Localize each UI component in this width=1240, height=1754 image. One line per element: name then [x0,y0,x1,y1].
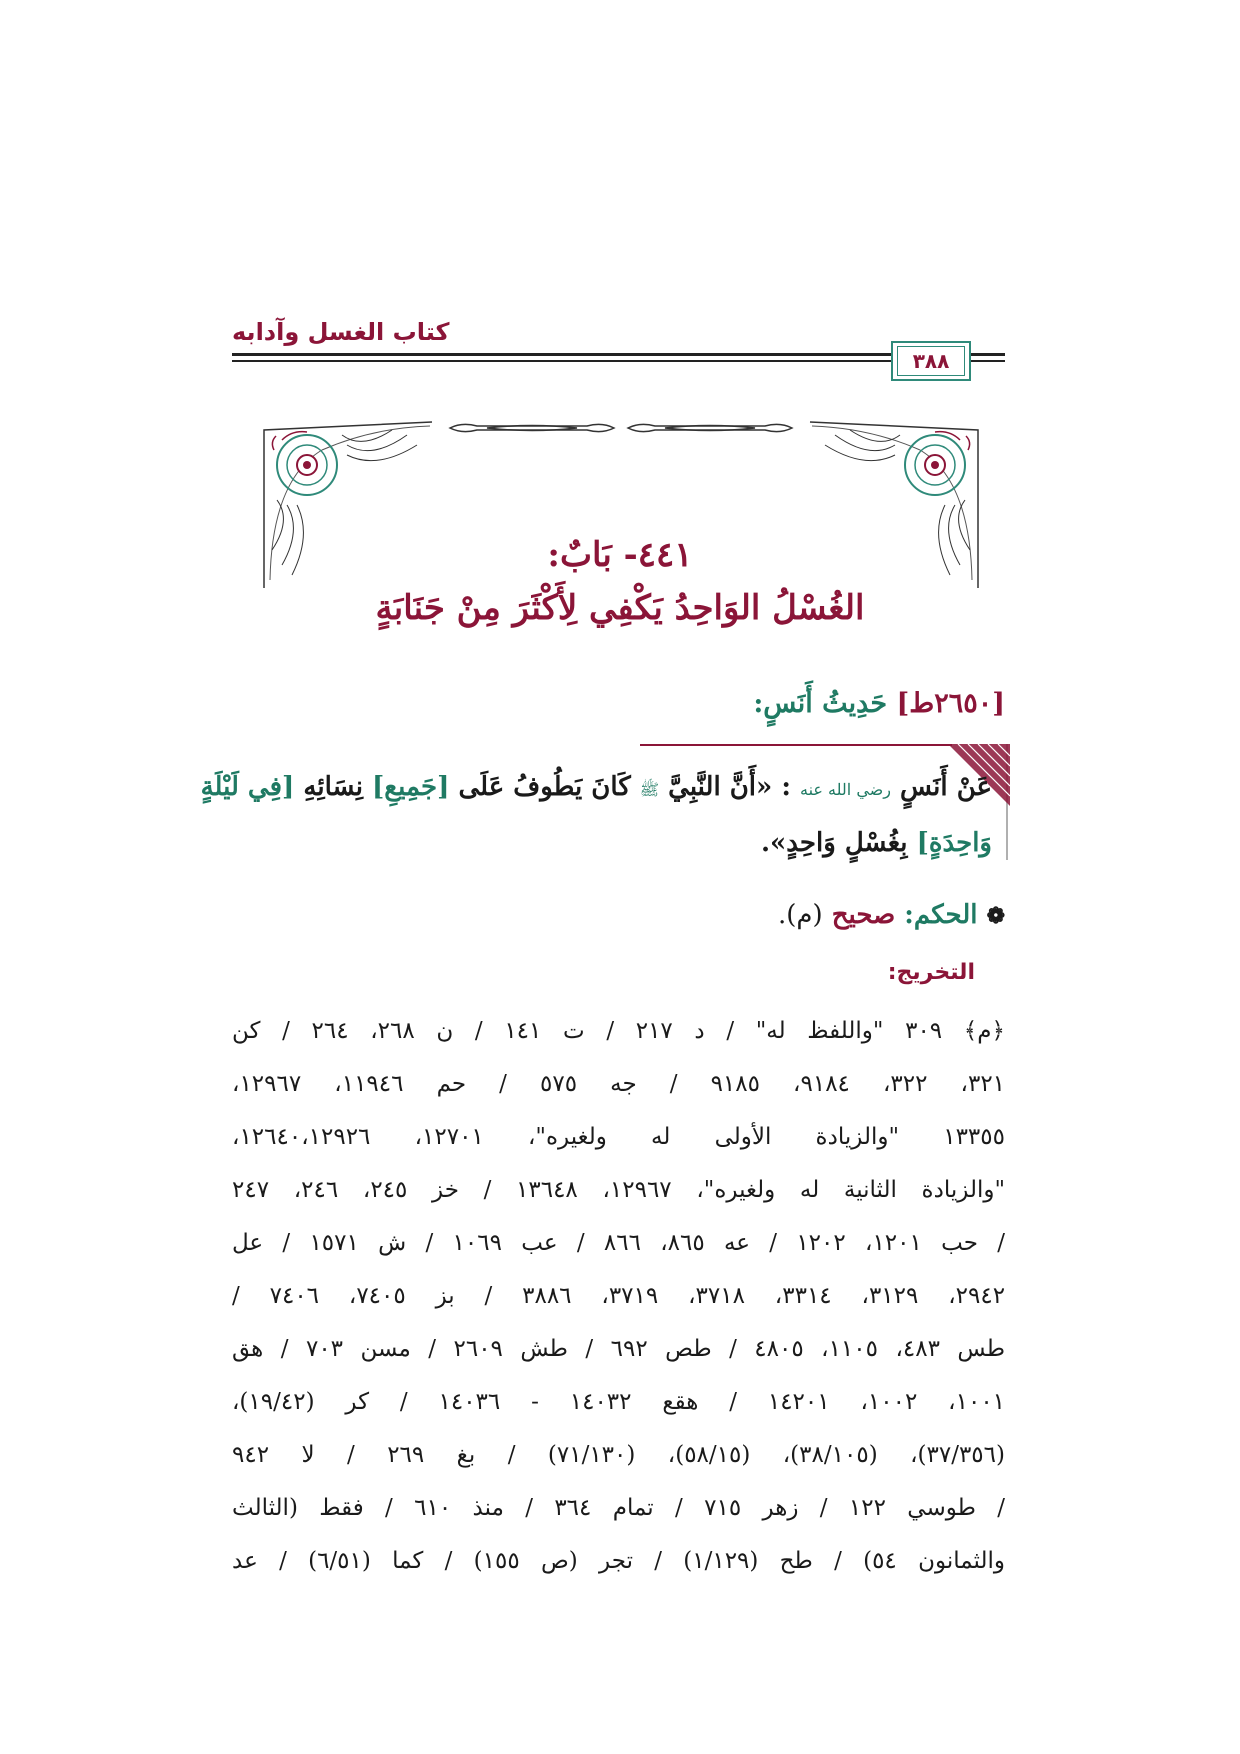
scroll-ornament-right [628,424,792,431]
hukm-label: الحكم: [904,900,978,930]
hadith-narrator: عَنْ أَنَسٍ [900,772,992,802]
page-number-box [891,341,971,381]
hadith-text-part: نِسَائِهِ [303,772,363,802]
hadith-text-line-2 [500,828,992,858]
hadith-heading [600,688,1005,719]
takhrij-line: (٣٧/٣٥٦)، (٣٨/١٠٥)، (٥٨/١٥)، (٧١/١٣٠) / بغ ٢٦٩ / لا ٩٤٢ [232,1442,1006,1468]
takhrij-line: والثمانون ٥٤) / طح (١/١٢٩) / تجر (ص ١٥٥) / كما (٦/٥١) / عد [232,1548,1005,1574]
hukm-value: صحيح [831,900,896,930]
takhrij-line: ﴿م﴾ ٣٠٩ "واللفظ له" / د ٢١٧ / ت ١٤١ / ن ٢٦٨، ٢٦٤ / كن [232,1018,1005,1044]
takhrij-line: ١٣٣٥٥ "والزيادة الأولى له ولغيره"، ١٢٧٠١، ١٢٦٤٠،١٢٩٢٦، [232,1124,1005,1150]
takhrij-line: / طوسي ١٢٢ / زهر ٧١٥ / تمام ٣٦٤ / منذ ٦١٠ / فقط (الثالث [232,1495,1005,1521]
hadith-text-line-1 [200,772,992,803]
page-number: ٣٨٨ [897,346,965,376]
hadith-ref: [٢٦٥٠ط] [896,688,1005,719]
running-title: كتاب الغسل وآدابه [232,318,450,346]
hadith-addition: وَاحِدَةٍ] [916,828,992,858]
takhrij-line: ٣٢١، ٣٢٢، ٩١٨٤، ٩١٨٥ / جه ٥٧٥ / حم ١١٩٤٦، ١٢٩٦٧، [232,1071,1006,1097]
takhrij-line: ١٠٠١، ١٠٠٢، ١٤٢٠١ / هقع ١٤٠٣٢ - ١٤٠٣٦ / كر (١٩/٤٢)، [232,1389,1006,1415]
header-rule-top [232,353,1005,356]
takhrij-line: طس ٤٨٣، ١١٠٥، ٤٨٠٥ / طص ٦٩٢ / طش ٢٦٠٩ / مسن ٧٠٣ / هق [232,1336,1006,1362]
takhrij-line: ٢٩٤٢، ٣١٢٩، ٣٣١٤، ٣٧١٨، ٣٧١٩، ٣٨٨٦ / بز ٧٤٠٥، ٧٤٠٦ / [232,1283,1006,1309]
chapter-number: ٤٤١- بَابٌ: [547,535,693,575]
hadith-text-part: بِغُسْلٍ وَاحِدٍ». [760,828,908,858]
chapter-title: الغُسْلُ الوَاحِدُ يَكْفِي لِأَكْثَرَ مِنْ جَنَابَةٍ [375,588,865,628]
hadith-text-part: : «أَنَّ النَّبِيَّ [668,772,791,802]
header-rule-bottom [232,360,1005,362]
flower-icon: ❁ [986,903,1005,929]
salawat-glyph: ﷺ [639,780,660,799]
takhrij-label: التخريج: [887,960,975,985]
scroll-ornament-left [450,424,614,431]
quote-rule [640,744,952,746]
hadith-addition: [جَمِيعِ] [372,772,450,802]
hadith-label: حَدِيثُ أَنَسٍ: [753,688,888,719]
hadith-text-part: كَانَ يَطُوفُ عَلَى [458,772,631,802]
takhrij-line: / حب ١٢٠١، ١٢٠٢ / عه ٨٦٥، ٨٦٦ / عب ١٠٦٩ / ش ١٥٧١ / عل [232,1230,1005,1256]
honorific-glyph: رضي الله عنه [800,780,891,799]
hukm-source: (م). [778,900,823,930]
hadith-addition: [فِي لَيْلَةٍ [200,772,295,802]
hukm-line [500,900,1005,930]
takhrij-line: "والزيادة الثانية له ولغيره"، ١٢٩٦٧، ١٣٦٤٨ / خز ٢٤٥، ٢٤٦، ٢٤٧ [232,1177,1006,1203]
